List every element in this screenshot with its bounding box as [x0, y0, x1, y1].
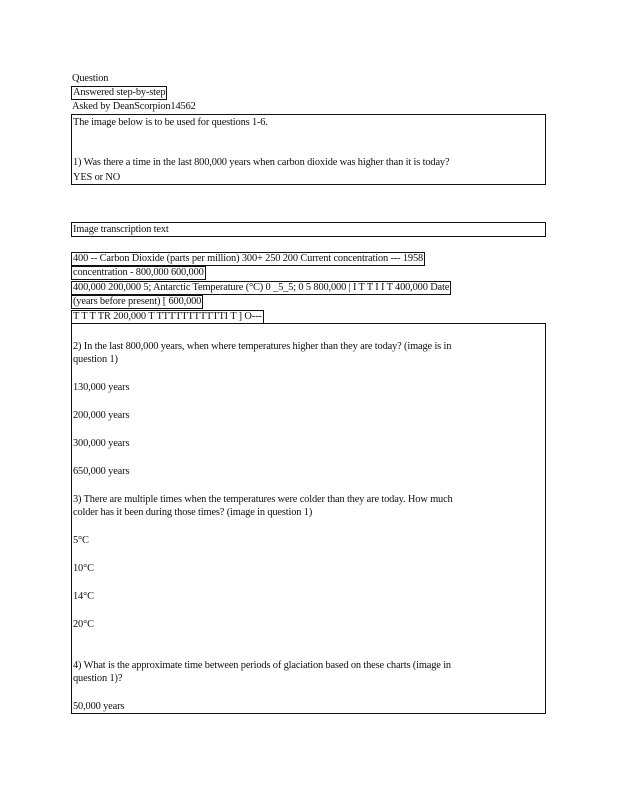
question-1-text: 1) Was there a time in the last 800,000 years when carbon dioxide was higher than it is today? [73, 157, 450, 168]
intro-box [71, 114, 546, 185]
question-2-text: 2) In the last 800,000 years, when where temperatures higher than they are today? (image is in [73, 341, 452, 352]
question-2-option: 200,000 years [73, 410, 130, 421]
question-label: Question [72, 73, 109, 84]
question-4-text-cont: question 1)? [73, 673, 123, 684]
transcription-label-box [71, 222, 546, 237]
question-3-text-cont: colder has it been during those times? (image in question 1) [73, 507, 313, 518]
question-3-option: 10°C [73, 563, 94, 574]
question-4-text: 4) What is the approximate time between periods of glaciation based on these charts (image in [73, 660, 451, 671]
transcription-line-2: concentration - 800,000 600,000 [73, 267, 204, 278]
transcription-line-5: T T T TR 200,000 T TTTTTTTTTTTI T ] O--- [73, 311, 262, 322]
transcription-line-3: 400,000 200,000 5; Antarctic Temperature (°C) 0 _5_5; 0 5 800,000 | I T T I I T 400,000 Date [73, 282, 450, 293]
transcription-label: Image transcription text [73, 224, 169, 235]
intro-text: The image below is to be used for questions 1-6. [73, 117, 268, 128]
transcription-line-4: (years before present) [ 600,000 [73, 296, 202, 307]
question-3-text: 3) There are multiple times when the temperatures were colder than they are today. How much [73, 494, 453, 505]
question-2-text-cont: question 1) [73, 354, 118, 365]
questions-box [71, 323, 546, 714]
answered-badge: Answered step-by-step [73, 87, 166, 98]
question-2-option: 130,000 years [73, 382, 130, 393]
asked-by-text: Asked by DeanScorpion14562 [72, 101, 196, 112]
question-3-option: 20°C [73, 619, 94, 630]
question-2-option: 650,000 years [73, 466, 130, 477]
question-3-option: 14°C [73, 591, 94, 602]
transcription-line-1: 400 -- Carbon Dioxide (parts per million) 300+ 250 200 Current concentration --- 1958 [73, 253, 424, 264]
question-1-choices: YES or NO [73, 172, 121, 183]
question-2-option: 300,000 years [73, 438, 130, 449]
question-3-option: 5°C [73, 535, 89, 546]
question-4-option: 50,000 years [73, 701, 125, 712]
